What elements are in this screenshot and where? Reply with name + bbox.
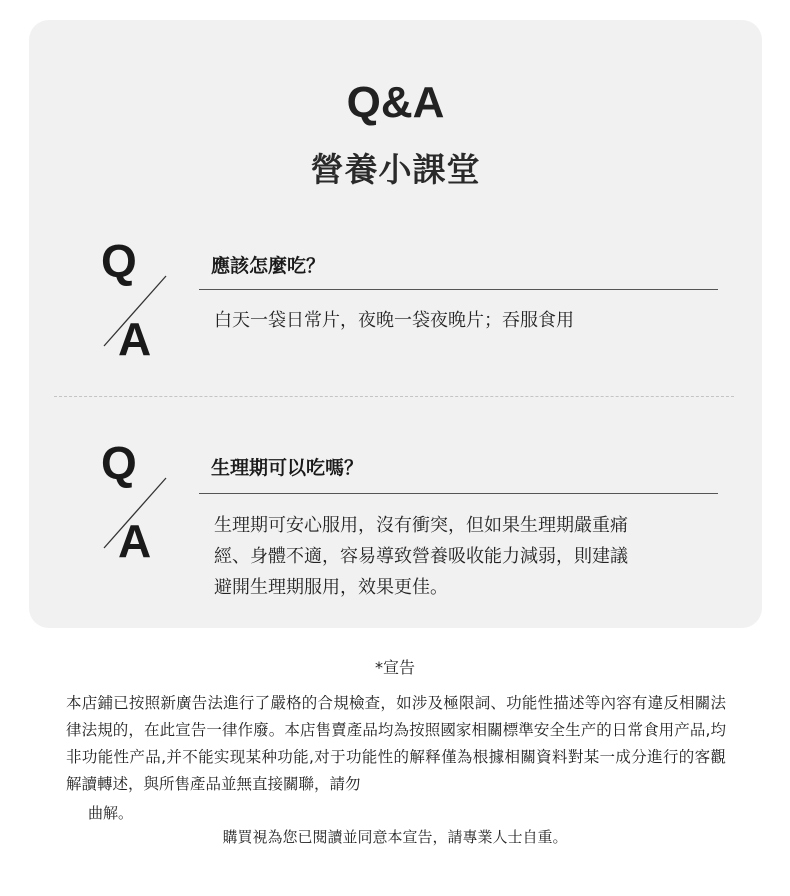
page-title: Q&A	[346, 78, 445, 127]
a-letter: A	[118, 515, 152, 567]
page-subtitle: 營養小課堂	[310, 150, 481, 189]
q-letter: Q	[101, 235, 137, 287]
qa-mark	[101, 235, 221, 378]
question-text: 應該怎麼吃？	[211, 255, 326, 277]
question-underline	[199, 493, 718, 494]
question-text: 生理期可以吃嗎？	[211, 457, 364, 479]
notice-body: 本店鋪已按照新廣告法進行了嚴格的合規檢查，如涉及極限詞、功能性描述等內容有違反相關法律法規的，在此宣告一律作廢。本店售賣產品均為按照國家相關標準安全生产的日常食用产品,均非功能性产品,并不能实现某种功能,对于功能性的解释僅為根據相關資料對某一成分進行的客觀解讀轉述，與所售產品並無直接關聯，請勿	[66, 694, 726, 793]
answer-line: 避開生理期服用，效果更佳。	[214, 577, 448, 598]
q-letter: Q	[101, 437, 137, 489]
answer-line: 生理期可安心服用，沒有衝突，但如果生理期嚴重痛	[214, 515, 628, 536]
notice-footer: 購買視為您已閱讀並同意本宣告，請專業人士自重。	[222, 828, 568, 846]
notice-end: 曲解。	[88, 804, 134, 822]
answer-text	[214, 510, 628, 603]
qa-card	[29, 20, 762, 628]
answer-line: 經、身體不適，容易導致營養吸收能力減弱，則建議	[214, 546, 628, 567]
answer-line: 白天一袋日常片，夜晚一袋夜晚片；吞服食用	[214, 310, 574, 331]
notice-title: *宣告	[374, 658, 415, 677]
answer-text	[214, 305, 574, 336]
a-letter: A	[118, 313, 152, 365]
qa-mark	[101, 437, 221, 580]
section-divider	[54, 396, 734, 397]
question-underline	[199, 289, 718, 290]
